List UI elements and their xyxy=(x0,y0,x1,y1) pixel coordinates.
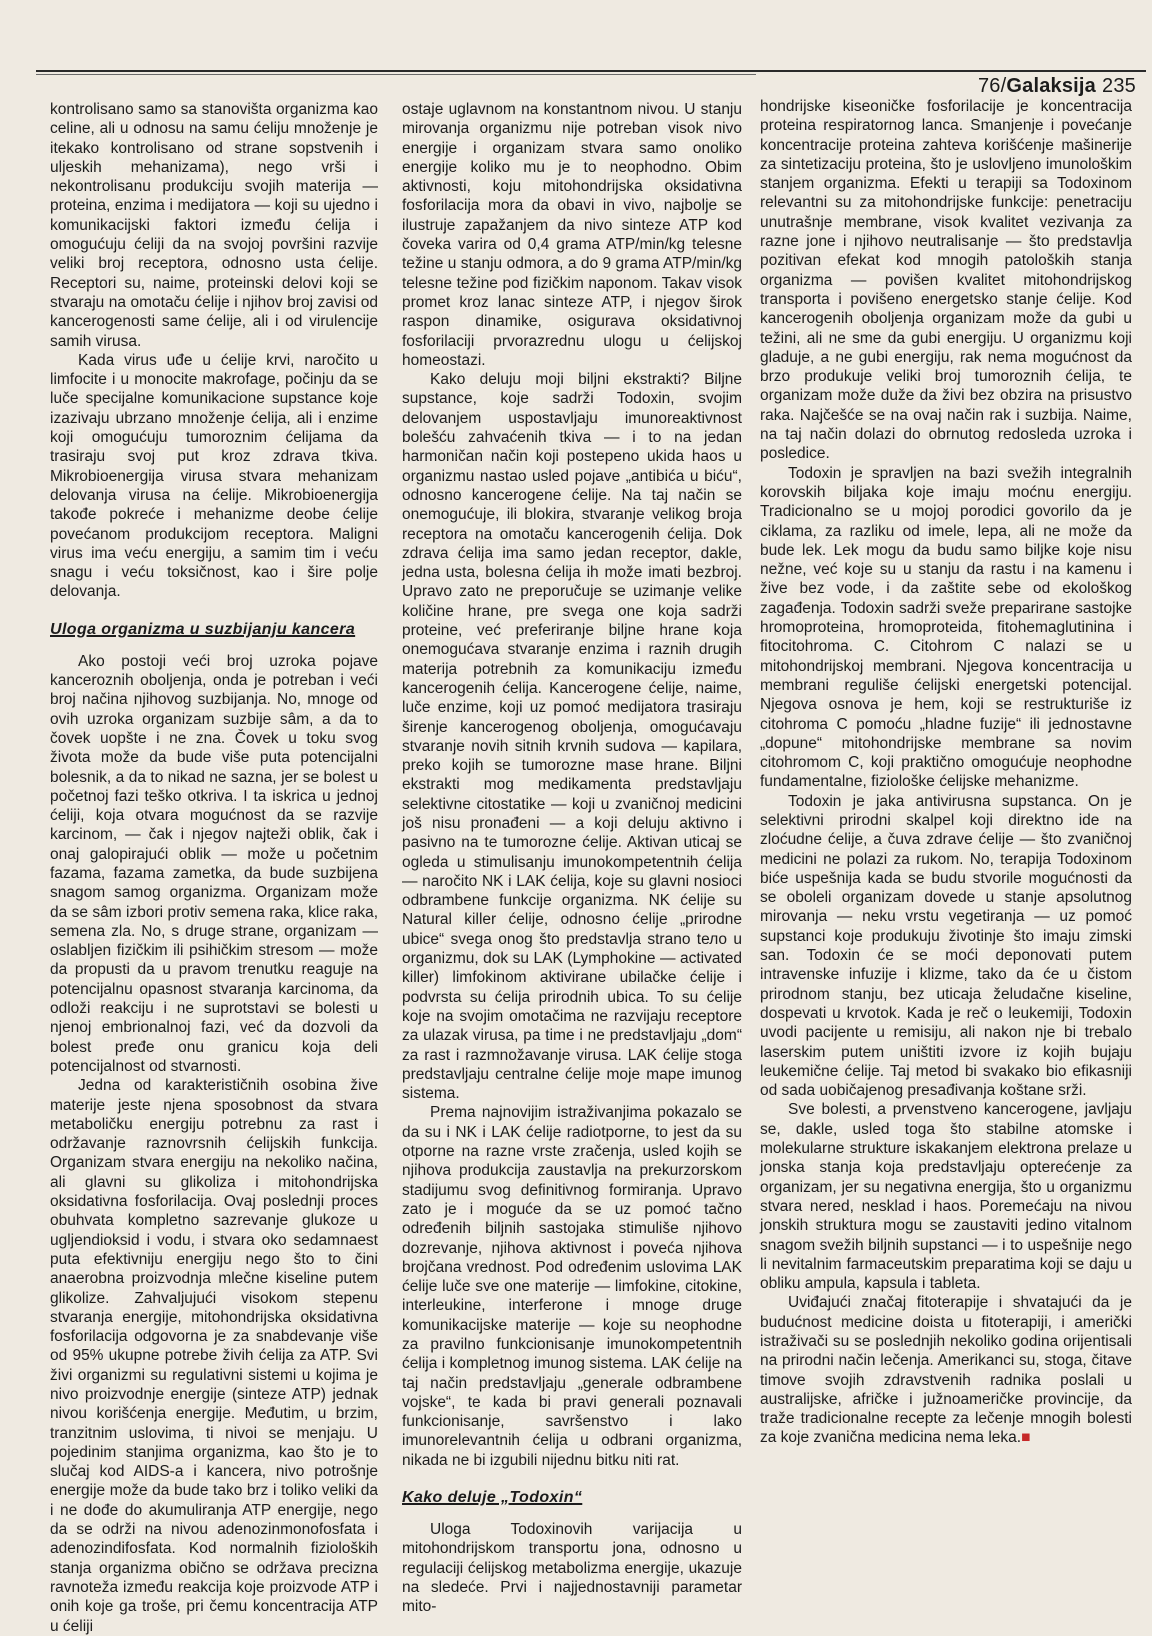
paragraph: Jedna od karakterističnih osobina žive materije jeste njena sposobnost da stvara metaboličku energiju potrebnu za rast i održavanje raznovrsnih ćelijskih funkcija. Organizam stvara energiju na nekoliko načina, ali glavni su glikoliza i mitohondrijska oksidativna fosforilacija. Ovaj poslednji proces obuhvata kompletno sazrevanje glukoze u ugljendioksid i vodu, i stvara oko sedamnaest puta efektivniju energiju nego što to čini anaerobna proizvodnja mlečne kiseline putem glikolize. Zahvaljujući visokom stepenu stvaranja energije, mitohondrijska oksidativna fosforilacija odgovorna je za snabdevanje više od 95% ukupne potrebe živih ćelija za ATP. Svi živi organizmi su regulativni sistemi u kojima je nivo proizvodnje energije (sinteze ATP) jednak nivou korišćenja energije. Međutim, u brzim, tranzitnim uslovima, ti nivoi se menjaju. U pojedinim stanjima organizma, kao što je to slučaj kod AIDS-a i kancera, nivo potrošnje energije može da bude tako brz i toliko veliki da i ne dođe do akumuliranja ATP energije, nego da se održi na nivou adenozinmonofosfata i adenozindifosfata. Kod normalnih fizioloških stanja organizma obično se održava precizna ravnoteža između reakcija koje proizvode ATP i onih koje ga troše, pri čemu koncentracija ATP u ćeliji xyxy=(50,1077,378,1635)
paragraph: Prema najnovijim istraživanjima pokazalo se da su i NK i LAK ćelije radiotporne, to jest da su otporne na razne vrste zračenja, usled kojih se njihova produkcija zaustavlja na prekurzorskom stadijumu svog definitivnog formiranja. Upravo zato je i moguće da se uz pomoć tačno određenih biljnih sastojaka stimuliše njihovo dozrevanje, njihova aktivnost i poveća njihova brojčana vrednost. Pod određenim uslovima LAK ćelije luče sve one materije — limfokine, citokine, interleukine, interferone i mnoge druge komunikacijske materije — koje su neophodne za pravilno funkcionisanje imunokompetentnih ćelija i kompletnog imunog sistema. LAK ćelije na taj način predstavljaju „generale odbrambene vojske“, te kada bi pravi generali poznavali funkcionisanje, savršenstvo i lako imunorelevantnih ćelija u odbrani organizma, nikada ne bi izgubili nijednu bitku niti rat. xyxy=(402,1104,742,1469)
magazine-name: Galaksija xyxy=(1006,75,1097,97)
page-number: 235 xyxy=(1102,75,1136,97)
paragraph: Uloga Todoxinovih varijacija u mitohondrijskom transportu jona, odnosno u regulaciji ćelijskog metabolizma energije, ukazuje na sledeće. Prvi i najjednostavniji parametar mito- xyxy=(402,1521,742,1616)
paragraph: Todoxin je jaka antivirusna supstanca. On je selektivni prirodni skalpel koji direktno ide na zloćudne ćelije, a čuva zdrave ćelije — što zvaničnoj medicini ne polazi za rukom. No, terapija Todoxinom biće uspešnija kada se budu stvorile mogućnosti da se oboleli organizam dovede u stanje apsolutnog mirovanja — neku vrstu vegetiranja — uz pomoć supstanci koje produkuju životinje što imaju zimski san. Todoxin će se moći deponovati putem intravenske infuzije i klizme, tako da će u čistom prirodnom stanju, bez uticaja želudačne kiseline, dospevati u krvotok. Kada je reč o leukemiji, Todoxin uvodi pacijente u remisiju, ali nakon nje bi trebalo laserskim putem uništiti izvore iz kojih bujaju leukemične ćelije. Taj metod bi svakako bio efikasniji od sada uobičajenog presađivanja koštane srži. xyxy=(760,792,1132,1100)
column-1 xyxy=(50,100,378,1635)
paragraph-text: Uviđajući značaj fitoterapije i shvatajući da je budućnost medicine doista u fitoterapiji, i američki istraživači su se poslednjih nekoliko godina orijentisali na prirodni način lečenja. Amerikanci su, stoga, čitave timove svojih zdravstvenih radnika poslali u australijske, afričke i južnoameričke provincije, da traže tradicionalne recepte za lečenje mnogih bolesti za koje zvanična medicina nema leka. xyxy=(760,1294,1132,1447)
paragraph: Kako deluju moji biljni ekstrakti? Biljne supstance, koje sadrži Todoxin, svojim delovanjem uspostavljaju imunoreaktivnost bolešću zahvaćenih tkiva — i to na jedan harmoničan način koji postepeno ukida haos u organizmu nastao usled pojave „antibića u biću“, odnosno kancerogene ćelije. Na taj način se onemogućuje, ili blokira, stvaranje velikog broja receptora na omotaču kancerogenih ćelija. Dok zdrava ćelija ima samo jedan receptor, dakle, jedna usta, bolesna ćelija ih može imati bezbroj. Upravo zato ne preporučuje se uzimanje velike količine hrane, pre svega one koja sadrži proteine, već preferiranje biljne hrane koja onemogućava stvaranje enzima i raznih drugih materija potrebnih za komunikaciju između kancerogenih ćelija. Kancerogene ćelije, naime, luče enzime, koji uz pomoć medijatora trasiraju širenje kancerogenog oboljenja, omogućavaju stvaranje novih sitnih krvnih sudova — kapilara, preko kojih se tumorozne mase hrane. Biljni ekstrakti mog medikamenta predstavljaju selektivne citostatike — koji u zvaničnoj medicini još nisu pronađeni — a koji deluju aktivno i pasivno na te tumorozne ćelije. Aktivan uticaj se ogleda u stimulisanju imunokompetentnih ćelija — naročito NK i LAK ćelija, koje su glavni nosioci odbrambene funkcije organizma. NK ćelije su Natural killer ćelije, odnosno ćelije „prirodne ubice“ svega onog što predstavlja strano tело u organizmu, dok su LAK (Lymphokine — activated killer) limfokinom aktivirane ubilačke ćelije i podvrsta su ćelija prirodnih ubica. To su ćelije koje na svojim omotačima ne razvijaju receptore za ulazak virusa, pa time i ne predstavljaju „dom“ za rast i razmnožavanje virusa. LAK ćelije stoga predstavljaju centralne ćelije moje mape imunog sistema. xyxy=(402,371,742,1103)
issue-number: 76/ xyxy=(977,75,1007,97)
top-rule xyxy=(36,70,1146,72)
subheading: Uloga organizma u suzbijanju kancera xyxy=(50,620,356,638)
paragraph: ostaje uglavnom na konstantnom nivou. U stanju mirovanja organizmu nije potreban visok nivo energije i organizam stvara samo onoliko energije koliko mu je to neophodno. Obim aktivnosti, koju mitohondrijska oksidativna fosforilacija mora da obavi in vivo, najbolje se ilustruje zapažanjem da nivo sinteze ATP kod čoveka varira od 0,4 grama ATP/min/kg telesne težine u stanju odmora, a do 9 grama ATP/min/kg telesne težine pod fizičkim naponom. Takav visok promet kroz lanac sinteze ATP, i njegov širok raspon dinamike, osigurava oksidativnoj fosforilaciji prvorazrednu ulogu u ćelijskoj homeostazi. xyxy=(402,101,742,369)
paragraph: kontrolisano samo sa stanovišta organizma kao celine, ali u odnosu na samu ćeliju množenje je itekako kontrolisano od strane sopstvenih i uljeskih mehanizama), nego vrši i nekontrolisanu produkciju svojih materija — proteina, enzima i medijatora — koji su ujedno i komunikacijski faktori između ćelija i omogućuju ćeliji da na svojoj površini razvije veliki broj receptora, odnosno usta ćelije. Receptori su, naime, proteinski delovi koji se stvaraju na omotaču ćelije i njihov broj zavisi od kancerogenosti same ćelije, ali i od virulencije samih virusa. xyxy=(50,101,378,350)
paragraph: hondrijske kiseoničke fosforilacije je koncentracija proteina respiratornog lanca. Smanjenje i povećanje koncentracije proteina zahteva korišćenje mašinerije za sintetizaciju proteina, što je uslovljeno imunološkim stanjem organizma. Efekti u terapiji sa Todoxinom relevantni su za mitohondrijske funkcije: penetraciju unutrašnje membrane, visok kvalitet vezivanja za razne jone i njihovo neutralisanje — što predstavlja pozitivan efekat kod mnogih patoloških stanja organizma — povišen kvalitet mitohondrijskog transporta i povišeno energetsko stanje ćelije. Kod kancerogenih oboljenja organizam može da gubi u težini, ali ne sme da gubi energiju. U organizmu koji gladuje, a ne gubi energiju, rak nema mogućnost da brzo produkuje veliki broj tumoroznih ćelija, te organizam može duže da živi bez obzira na prisustvo raka. Najčešće se na ovaj način rak i suzbija. Naime, na taj način dolazi do obrnutog redosleda uzroka i posledice. xyxy=(760,98,1132,463)
subheading: Kako deluje „Todoxin“ xyxy=(402,1489,583,1507)
paragraph: Todoxin je spravljen na bazi svežih integralnih korovskih biljaka koje imaju moćnu energiju. Tradicionalno se u mojoj porodici govorilo da je ciklama, za razliku od imele, lepa, ali ne može da bude lek. Lek mogu da budu samo biljke koje nisu nežne, već koje su u stanju da rastu i na kamenu i žive bez vode, i da zaštite sebe od ekološkog zagađenja. Todoxin sadrži sveže preparirane sastojke hromoproteina, hromoproteida, fitohemaglutinina i fitocitohroma. C. Citohrom C nalazi se u mitohondrijskoj membrani. Njegova koncentracija u membrani reguliše ćelijski energetski potencijal. Njegova osnova je hem, koji se restrukturiše iz citohroma C pomoću „hladne fuzije“ ili jednostavne „dopune“ mitohondrijske membrane sa novim citohromom C, koji praktično omogućuje neophodne fundamentalne, fiziološke ćelijske mehanizme. xyxy=(760,464,1132,791)
top-rule-thin xyxy=(36,74,756,75)
paragraph xyxy=(760,1293,1132,1447)
end-mark-icon: ■ xyxy=(1021,1429,1031,1447)
paragraph: Kada virus uđe u ćelije krvi, naročito u limfocite i u monocite makrofage, počinju da se luče specijalne komunikacione supstance koje izazivaju ubrzano množenje ćelija, ali i enzime koji omogućuju tumoroznim ćelijama da trasiraju svoj put kroz zdrava tkiva. Mikrobioenergija virusa stvara mehanizam delovanja virusa na ćelije. Mikrobioenergija takođe pokreće i mehanizme deobe ćelije povećanom produkcijom receptora. Maligni virus ima veću energiju, a samim tim i veću snagu i veću toksičnost, kao i šire polje delovanja. xyxy=(50,351,378,601)
column-3 xyxy=(760,97,1132,1537)
column-2 xyxy=(402,100,742,1616)
page-header xyxy=(978,74,1136,98)
paragraph: Ako postoji veći broj uzroka pojave kancerоznih oboljenja, onda je potreban i veći broj načina njihovog suzbijanja. No, mnoge od ovih uzroka organizam suzbije sâm, a da to čovek uopšte i ne zna. Čovek u toku svog života može da bude više puta potencijalni bolesnik, a da to nikad ne sazna, jer se bolest u početnoj fazi teško otkriva. I ta iskrica u jednoj ćeliji, koja otvara mogućnost da se razvije karcinom, — čak i njegov najteži oblik, čak i onaj galopirajući oblik — može u početnim fazama, fazama zametka, da bude suzbijena snagom samog organizma. Organizam može da se sâm izbori protiv semena raka, klice raka, semena zla. No, s druge strane, organizam — oslabljen fizičkim ili psihičkim stresom — može da propusti da u pravom trenutku reaguje na potencijalnu opasnost stvaranja karcinoma, da odloži reakciju i ne suprotstavi se bolesti u njenoj embrionalnoj fazi, već da dozvoli da bolest pređe onu granicu koja deli potencijalnost od stvarnosti. xyxy=(50,652,378,1075)
paragraph: Sve bolesti, a prvenstveno kancerogene, javljaju se, dakle, usled toga što stabilne atomske i molekularne strukture iskakanjem elektrona prelaze u jonska stanja koja predstavljaju opterećenje za organizam, jer su negativna energija, što u organizmu stvara nered, nesklad i haos. Poremećaju na nivou jonskih struktura mogu se zaustaviti jedino vitalnom snagom svežih biljnih supstanci — i to uspešnije nego li nevitalnim farmaceutskim preparatima koji se daju u obliku ampula, kapsula i tableta. xyxy=(760,1101,1132,1293)
